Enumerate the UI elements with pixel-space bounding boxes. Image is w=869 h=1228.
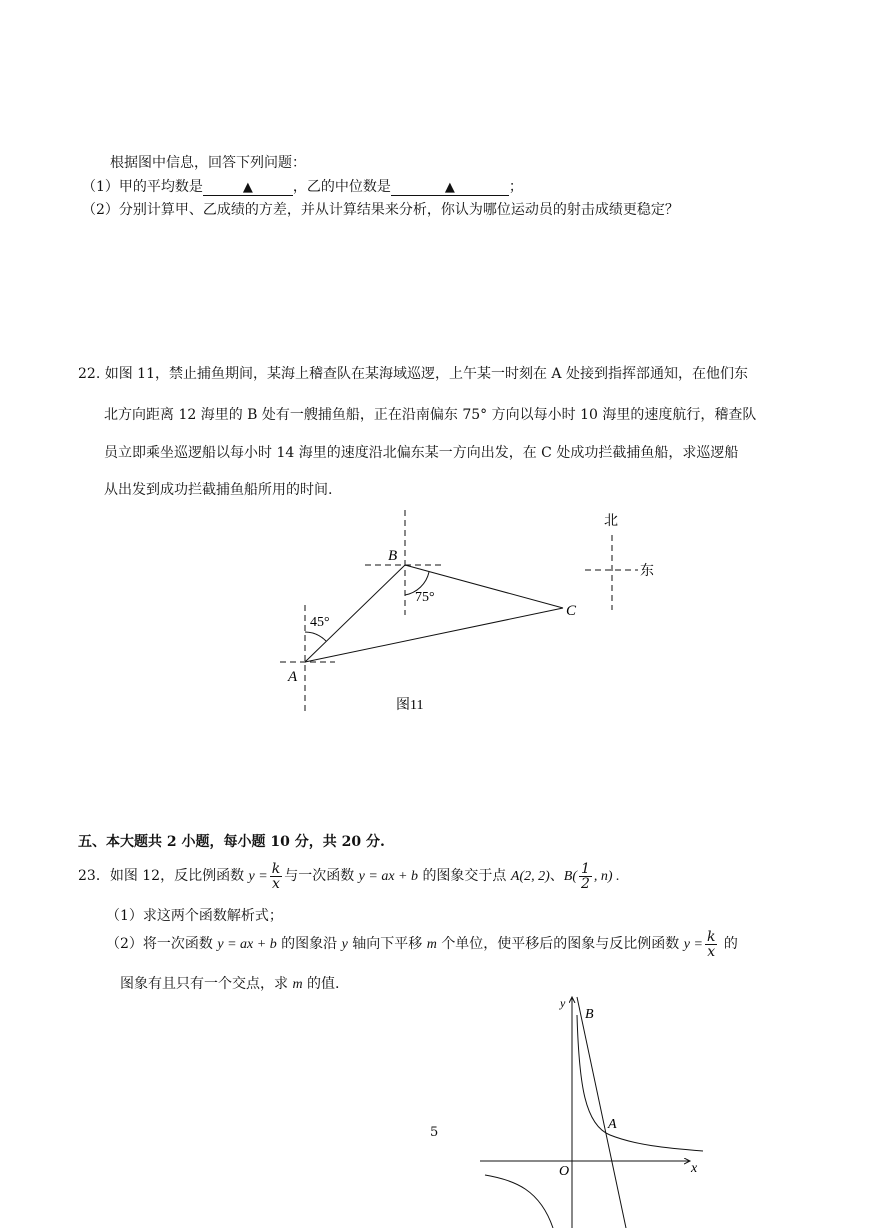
q23-sub1: （1）求这两个函数解析式； (106, 908, 283, 924)
q22-line4: 从出发到成功拦截捕鱼船所用的时间. (104, 482, 333, 498)
triangle-marker-icon: ▲ (444, 180, 455, 195)
page-number: 5 (430, 1125, 439, 1140)
hyperbola-branch-1 (577, 1015, 703, 1151)
label-a: A (288, 669, 298, 685)
compass-north-label: 北 (604, 514, 618, 529)
q23-linear: y = ax + b (358, 869, 418, 884)
fraction-k-over-x-2: $\frac{k}{x}$ (706, 928, 716, 960)
figure-12-graph (475, 985, 715, 1228)
answer-blank-median[interactable] (391, 179, 509, 196)
q23-sub2-line2b: 的值. (307, 976, 340, 992)
figure-caption: 图11 (396, 698, 424, 713)
q23-sub2-d: 个单位，使平移后的图象与反比例函数 (441, 936, 680, 952)
answer-blank-mean[interactable] (203, 179, 293, 196)
figure-11 (270, 505, 690, 720)
label-point-a: A (608, 1117, 617, 1132)
hyperbola-branch-2 (485, 1175, 553, 1228)
label-origin: O (559, 1164, 570, 1179)
segment-ab (305, 565, 405, 662)
q23-after-linear: 的图象交于点 (422, 868, 507, 884)
angle-45-label: 45° (310, 615, 330, 630)
q23-y-eq: y = (248, 869, 268, 884)
q23-sub2-m: m (426, 937, 437, 952)
q23-sub2-line2 (120, 973, 339, 993)
q21-part2: （2）分别计算甲、乙成绩的方差，并从计算结果来分析，你认为哪位运动员的射击成绩更稳定？ (82, 202, 679, 218)
q23-sub2-line2a: 图象有且只有一个交点，求 (120, 976, 288, 992)
segment-ac (305, 608, 563, 662)
label-c: C (566, 603, 577, 619)
fraction-k-over-x: $\frac{k}{x}$ (271, 860, 281, 892)
section-heading: 五、本大题共 2 小题，每小题 10 分，共 20 分. (78, 834, 385, 850)
linear-function-line (577, 997, 626, 1228)
q22-line2: 北方向距离 12 海里的 B 处有一艘捕鱼船，正在沿南偏东 75° 方向以每小时 10 海里的速度航行，稽查队 (104, 407, 757, 423)
q23-point-a: A(2, 2) (510, 869, 550, 884)
compass-east-label: 东 (640, 564, 654, 579)
q21-intro: 根据图中信息，回答下列问题： (110, 155, 306, 171)
q23-sep: 、 (549, 868, 564, 884)
angle-75-label: 75° (415, 590, 435, 605)
q22-line3: 员立即乘坐巡逻船以每小时 14 海里的速度沿北偏东某一方向出发，在 C 处成功拦截捕鱼船，求巡逻船 (104, 445, 739, 461)
triangle-marker-icon: ▲ (242, 180, 253, 195)
q23-sub2-a: （2）将一次函数 (106, 936, 213, 952)
q23-point-b-pre: B( (563, 869, 577, 884)
q23-stem (78, 858, 620, 895)
q23-sub2-linear: y = ax + b (217, 937, 277, 952)
q21-part1 (82, 176, 523, 196)
label-y: y (560, 996, 566, 1010)
angle-45-arc (305, 632, 326, 641)
q23-sub2-e: 的 (723, 936, 738, 952)
q23-sub2-y-eq: y = (683, 937, 703, 952)
q23-sub2-line2-m: m (292, 977, 303, 992)
q23-sub2 (106, 926, 738, 963)
label-b: B (388, 548, 398, 564)
q21-part1-text-b: ，乙的中位数是 (292, 179, 391, 195)
q23-sub2-y: y (341, 937, 348, 952)
fraction-one-half: $\frac{1}{2}$ (581, 860, 590, 892)
q21-part1-text-a: （1）甲的平均数是 (82, 179, 203, 195)
q23-mid: 与一次函数 (284, 868, 355, 884)
label-point-b: B (585, 1007, 594, 1022)
q23-sub2-b: 的图象沿 (281, 936, 338, 952)
label-x: x (691, 1161, 698, 1176)
q23-pre: 23．如图 12，反比例函数 (78, 868, 245, 884)
q21-part1-end: ； (508, 179, 523, 195)
q22-line1: 22. 如图 11，禁止捕鱼期间，某海上稽查队在某海域巡逻，上午某一时刻在 A 处接到指挥部通知，在他们东 (78, 366, 748, 382)
q23-sub2-c: 轴向下平移 (352, 936, 423, 952)
q23-point-b-post: , n) . (593, 869, 620, 884)
